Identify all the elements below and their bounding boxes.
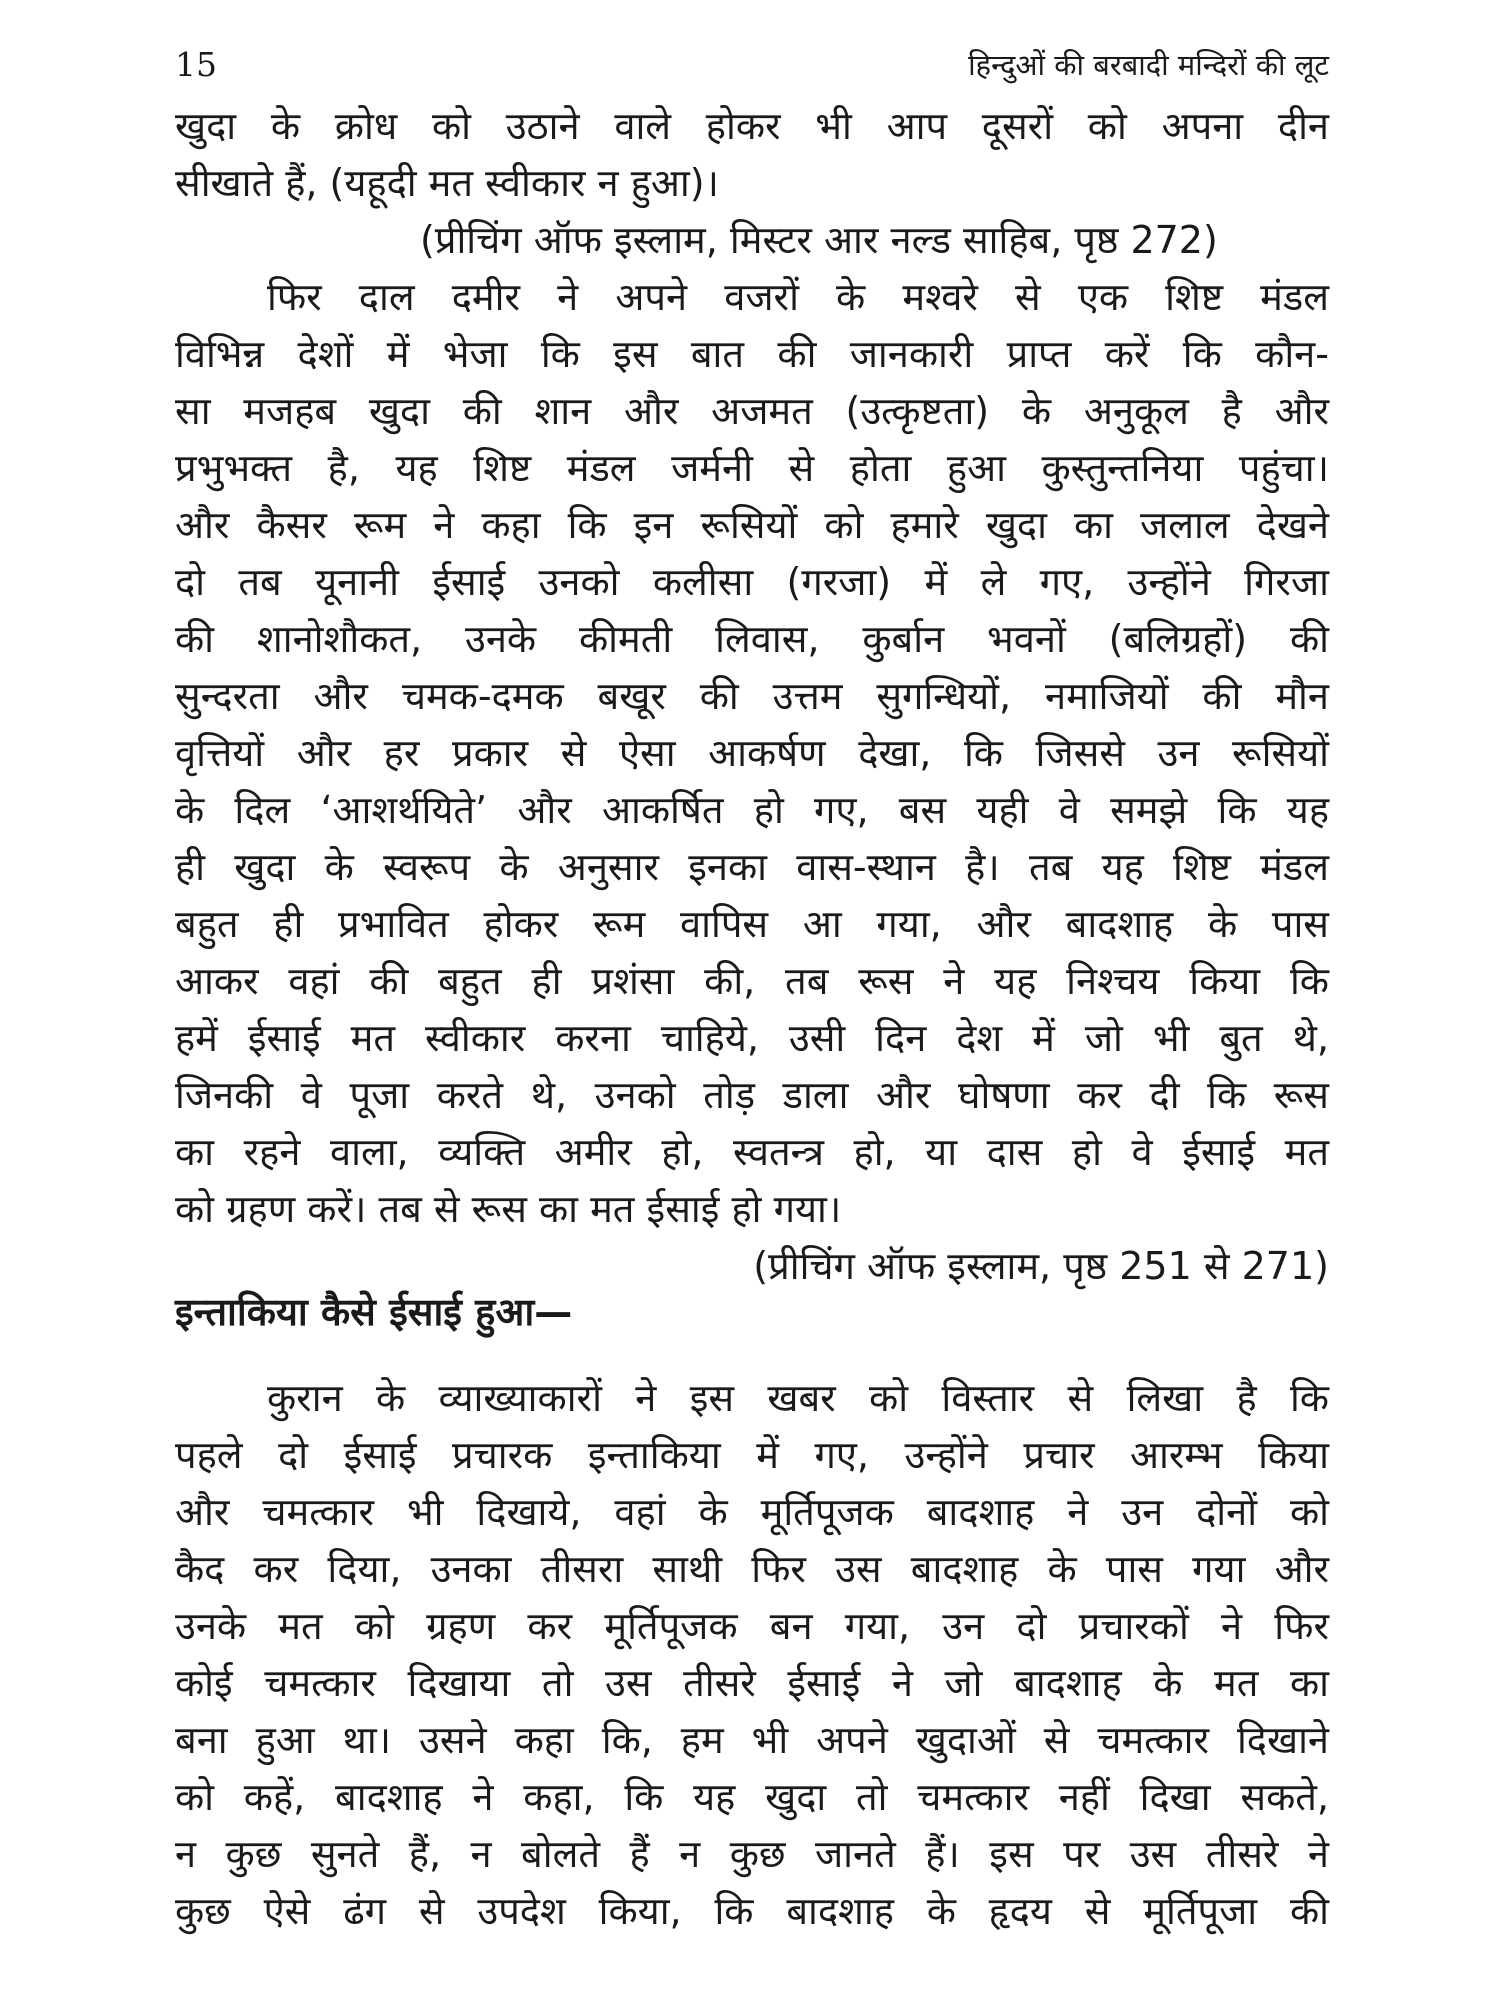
paragraph-line: को ग्रहण करें। तब से रूस का मत ईसाई हो गया। xyxy=(175,1187,842,1231)
paragraph-line: बहुत ही प्रभावित होकर रूम वापिस आ गया, और बादशाह के पास xyxy=(175,902,1329,946)
paragraph-line: और कैसर रूम ने कहा कि इन रूसियों को हमारे खुदा का जलाल देखने xyxy=(175,503,1329,547)
section-heading: इन्ताकिया कैसे ईसाई हुआ— xyxy=(175,1290,573,1334)
text-block-bottom xyxy=(175,1370,1329,1940)
paragraph-line: कुरान के व्याख्याकारों ने इस खबर को विस्तार से लिखा है कि xyxy=(267,1376,1329,1420)
paragraph-line: जिनकी वे पूजा करते थे, उनको तोड़ डाला और घोषणा कर दी कि रूस xyxy=(175,1073,1329,1117)
page-header xyxy=(175,40,1329,90)
paragraph-line: विभिन्न देशों में भेजा कि इस बात की जानकारी प्राप्त करें कि कौन- xyxy=(175,332,1329,376)
paragraph-line: पहले दो ईसाई प्रचारक इन्ताकिया में गए, उन्होंने प्रचार आरम्भ किया xyxy=(175,1433,1329,1477)
paragraph-line: सा मजहब खुदा की शान और अजमत (उत्कृष्टता) के अनुकूल है और xyxy=(175,389,1329,433)
paragraph-line: और चमत्कार भी दिखाये, वहां के मूर्तिपूजक बादशाह ने उन दोनों को xyxy=(175,1490,1329,1534)
paragraph-line: के दिल ‘आशर्थयिते’ और आकर्षित हो गए, बस यही वे समझे कि यह xyxy=(175,788,1329,832)
paragraph-line: का रहने वाला, व्यक्ति अमीर हो, स्वतन्त्र हो, या दास हो वे ईसाई मत xyxy=(175,1130,1329,1174)
running-title: हिन्दुओं की बरबादी मन्दिरों की लूट xyxy=(968,48,1329,82)
paragraph-line: खुदा के क्रोध को उठाने वाले होकर भी आप दूसरों को अपना दीन xyxy=(175,104,1329,148)
paragraph-line: प्रभुभक्त है, यह शिष्ट मंडल जर्मनी से होता हुआ कुस्तुन्तनिया पहुंचा। xyxy=(175,446,1329,490)
paragraph-line: फिर दाल दमीर ने अपने वजरों के मश्वरे से एक शिष्ट मंडल xyxy=(267,275,1329,319)
paragraph-line: कैद कर दिया, उनका तीसरा साथी फिर उस बादशाह के पास गया और xyxy=(175,1547,1329,1591)
paragraph-line: उनके मत को ग्रहण कर मूर्तिपूजक बन गया, उन दो प्रचारकों ने फिर xyxy=(175,1604,1329,1648)
text-block-top xyxy=(175,98,1329,1295)
paragraph-line: हमें ईसाई मत स्वीकार करना चाहिये, उसी दिन देश में जो भी बुत थे, xyxy=(175,1016,1329,1060)
paragraph-line: सुन्दरता और चमक-दमक बखूर की उत्तम सुगन्धियों, नमाजियों की मौन xyxy=(175,674,1329,718)
paragraph-line: कोई चमत्कार दिखाया तो उस तीसरे ईसाई ने जो बादशाह के मत का xyxy=(175,1661,1329,1705)
paragraph-line: आकर वहां की बहुत ही प्रशंसा की, तब रूस ने यह निश्चय किया कि xyxy=(175,959,1329,1003)
page-number: 15 xyxy=(175,45,217,84)
paragraph-line: ही खुदा के स्वरूप के अनुसार इनका वास-स्थान है। तब यह शिष्ट मंडल xyxy=(175,845,1329,889)
paragraph-line: न कुछ सुनते हैं, न बोलते हैं न कुछ जानते हैं। इस पर उस तीसरे ने xyxy=(175,1832,1329,1876)
citation: (प्रीचिंग ऑफ इस्लाम, पृष्ठ 251 से 271) xyxy=(753,1244,1329,1288)
paragraph-line: कुछ ऐसे ढंग से उपदेश किया, कि बादशाह के हृदय से मूर्तिपूजा की xyxy=(175,1889,1329,1933)
paragraph-line: बना हुआ था। उसने कहा कि, हम भी अपने खुदाओं से चमत्कार दिखाने xyxy=(175,1718,1329,1762)
paragraph-line: की शानोशौकत, उनके कीमती लिवास, कुर्बान भवनों (बलिग्रहों) की xyxy=(175,617,1329,661)
paragraph-line: दो तब यूनानी ईसाई उनको कलीसा (गरजा) में ले गए, उन्होंने गिरजा xyxy=(175,560,1329,604)
citation: (प्रीचिंग ऑफ इस्लाम, मिस्टर आर नल्ड साहिब, पृष्ठ 272) xyxy=(420,218,1218,262)
paragraph-line: वृत्तियों और हर प्रकार से ऐसा आकर्षण देखा, कि जिससे उन रूसियों xyxy=(175,731,1329,775)
paragraph-line: को कहें, बादशाह ने कहा, कि यह खुदा तो चमत्कार नहीं दिखा सकते, xyxy=(175,1775,1329,1819)
paragraph-line: सीखाते हैं, (यहूदी मत स्वीकार न हुआ)। xyxy=(175,161,719,205)
